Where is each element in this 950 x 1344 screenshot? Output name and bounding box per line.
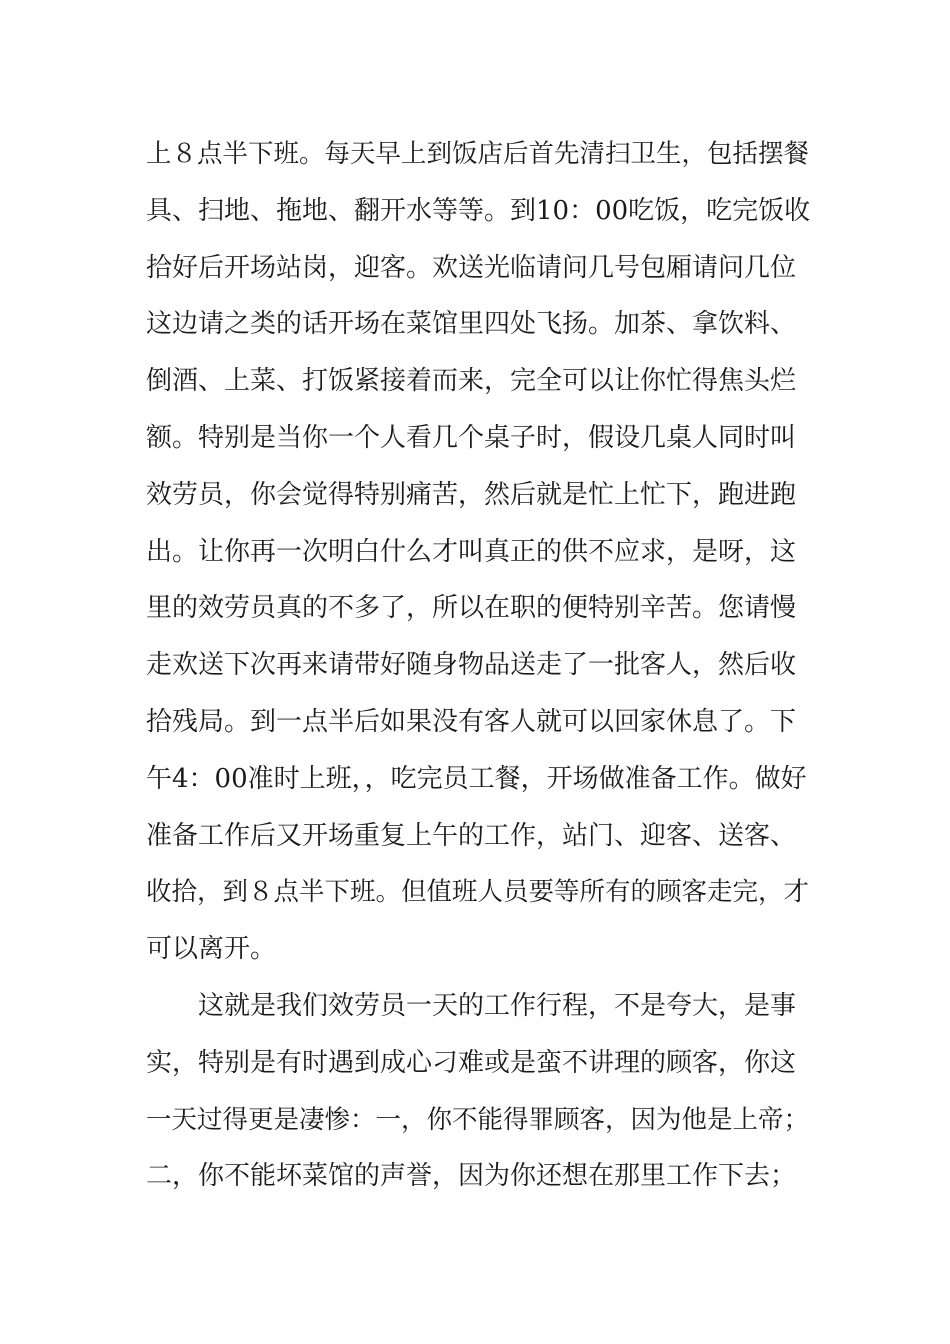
- text-line: 准备工作后又开场重复上午的工作，站门、迎客、送客、: [146, 820, 797, 851]
- document-body: [146, 126, 816, 1205]
- text-line: 额。特别是当你一个人看几个桌子时，假设几桌人同时叫: [146, 422, 797, 453]
- text-line: 二，你不能坏菜馆的声誉，因为你还想在那里工作下去；: [146, 1161, 797, 1192]
- text-line: 这就是我们效劳员一天的工作行程，不是夸大，是事: [198, 990, 797, 1021]
- text-line: 走欢送下次再来请带好随身物品送走了一批客人，然后收: [146, 650, 797, 681]
- text-line: 拾好后开场站岗，迎客。欢送光临请问几号包厢请问几位: [146, 252, 797, 283]
- text-line: 里的效劳员真的不多了，所以在职的便特别辛苦。您请慢: [146, 593, 797, 624]
- text-line: 这边请之类的话开场在菜馆里四处飞扬。加茶、拿饮料、: [146, 309, 797, 340]
- text-line: 拾残局。到一点半后如果没有客人就可以回家休息了。下: [146, 706, 797, 737]
- text-line: 午4：00准时上班，，吃完员工餐，开场做准备工作。做好: [146, 763, 807, 794]
- text-line: 上８点半下班。每天早上到饭店后首先清扫卫生，包括摆餐: [146, 139, 810, 169]
- text-line: 收拾，到８点半下班。但值班人员要等所有的顾客走完，才: [146, 877, 810, 908]
- text-line: 倒酒、上菜、打饭紧接着而来，完全可以让你忙得焦头烂: [146, 366, 797, 397]
- text-line: 出。让你再一次明白什么才叫真正的供不应求，是呀，这: [146, 536, 797, 567]
- text-line: 一天过得更是凄惨：一，你不能得罪顾客，因为他是上帝；: [146, 1104, 810, 1135]
- text-line: 效劳员，你会觉得特别痛苦，然后就是忙上忙下，跑进跑: [146, 479, 797, 510]
- text-line: 可以离开。: [146, 934, 277, 965]
- text-line: 具、扫地、拖地、翻开水等等。到10：00吃饭，吃完饭收: [146, 195, 811, 226]
- text-line: 实，特别是有时遇到成心刁难或是蛮不讲理的顾客，你这: [146, 1047, 797, 1078]
